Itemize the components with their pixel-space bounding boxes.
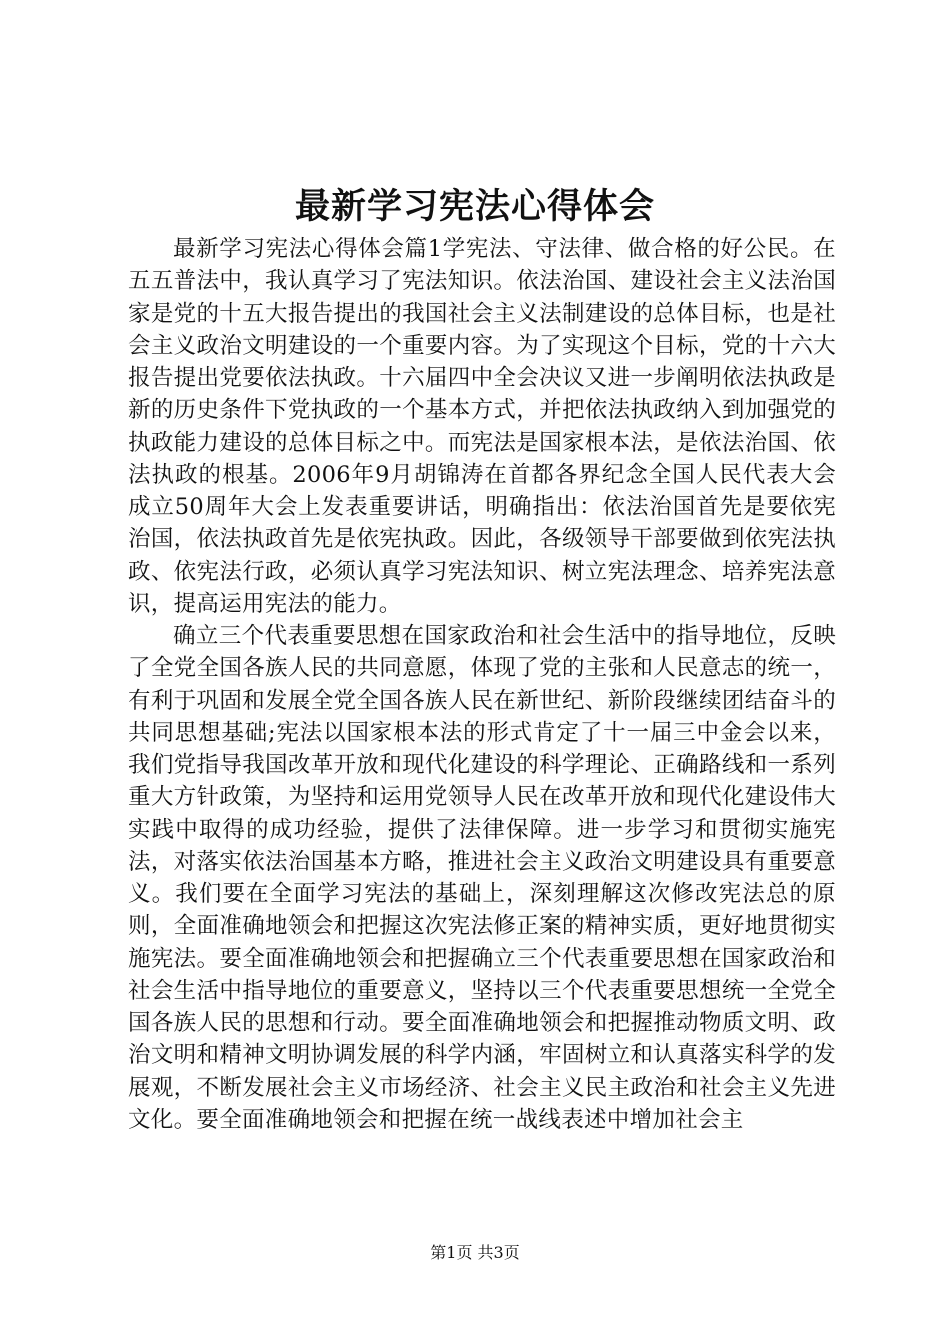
document-body: [128, 233, 836, 1136]
document-title: 最新学习宪法心得体会: [294, 186, 655, 227]
paragraph: 最新学习宪法心得体会篇1学宪法、守法律、做合格的好公民。在五五普法中，我认真学习了宪法知识。依法治国、建设社会主义法治国家是党的十五大报告提出的我国社会主义法制建设的总体目标，也是社会主义政治文明建设的一个重要内容。为了实现这个目标，党的十六大报告提出党要依法执政。十六届四中全会决议又进一步阐明依法执政是新的历史条件下党执政的一个基本方式，并把依法执政纳入到加强党的执政能力建设的总体目标之中。而宪法是国家根本法，是依法治国、依法执政的根基。2006年9月胡锦涛在首都各界纪念全国人民代表大会成立50周年大会上发表重要讲话，明确指出：依法治国首先是要依宪治国，依法执政首先是依宪执政。因此，各级领导干部要做到依宪法执政、依宪法行政，必须认真学习宪法知识、树立宪法理念、培养宪法意识，提高运用宪法的能力。: [128, 236, 836, 617]
page-number-footer: 第1页 共3页: [430, 1243, 520, 1262]
paragraph: 确立三个代表重要思想在国家政治和社会生活中的指导地位，反映了全党全国各族人民的共同意愿，体现了党的主张和人民意志的统一，有利于巩固和发展全党全国各族人民在新世纪、新阶段继续团结奋斗的共同思想基础;宪法以国家根本法的形式肯定了十一届三中金会以来，我们党指导我国改革开放和现代化建设的科学理论、正确路线和一系列重大方针政策，为坚持和运用党领导人民在改革开放和现代化建设伟大实践中取得的成功经验，提供了法律保障。进一步学习和贯彻实施宪法，对落实依法治国基本方略，推进社会主义政治文明建设具有重要意义。我们要在全面学习宪法的基础上，深刻理解这次修改宪法总的原则，全面准确地领会和把握这次宪法修正案的精神实质，更好地贯彻实施宪法。要全面准确地领会和把握确立三个代表重要思想在国家政治和社会生活中指导地位的重要意义，坚持以三个代表重要思想统一全党全国各族人民的思想和行动。要全面准确地领会和把握推动物质文明、政治文明和精神文明协调发展的科学内涵，牢固树立和认真落实科学的发展观，不断发展社会主义市场经济、社会主义民主政治和社会主义先进文化。要全面准确地领会和把握在统一战线表述中增加社会主: [128, 623, 836, 1133]
